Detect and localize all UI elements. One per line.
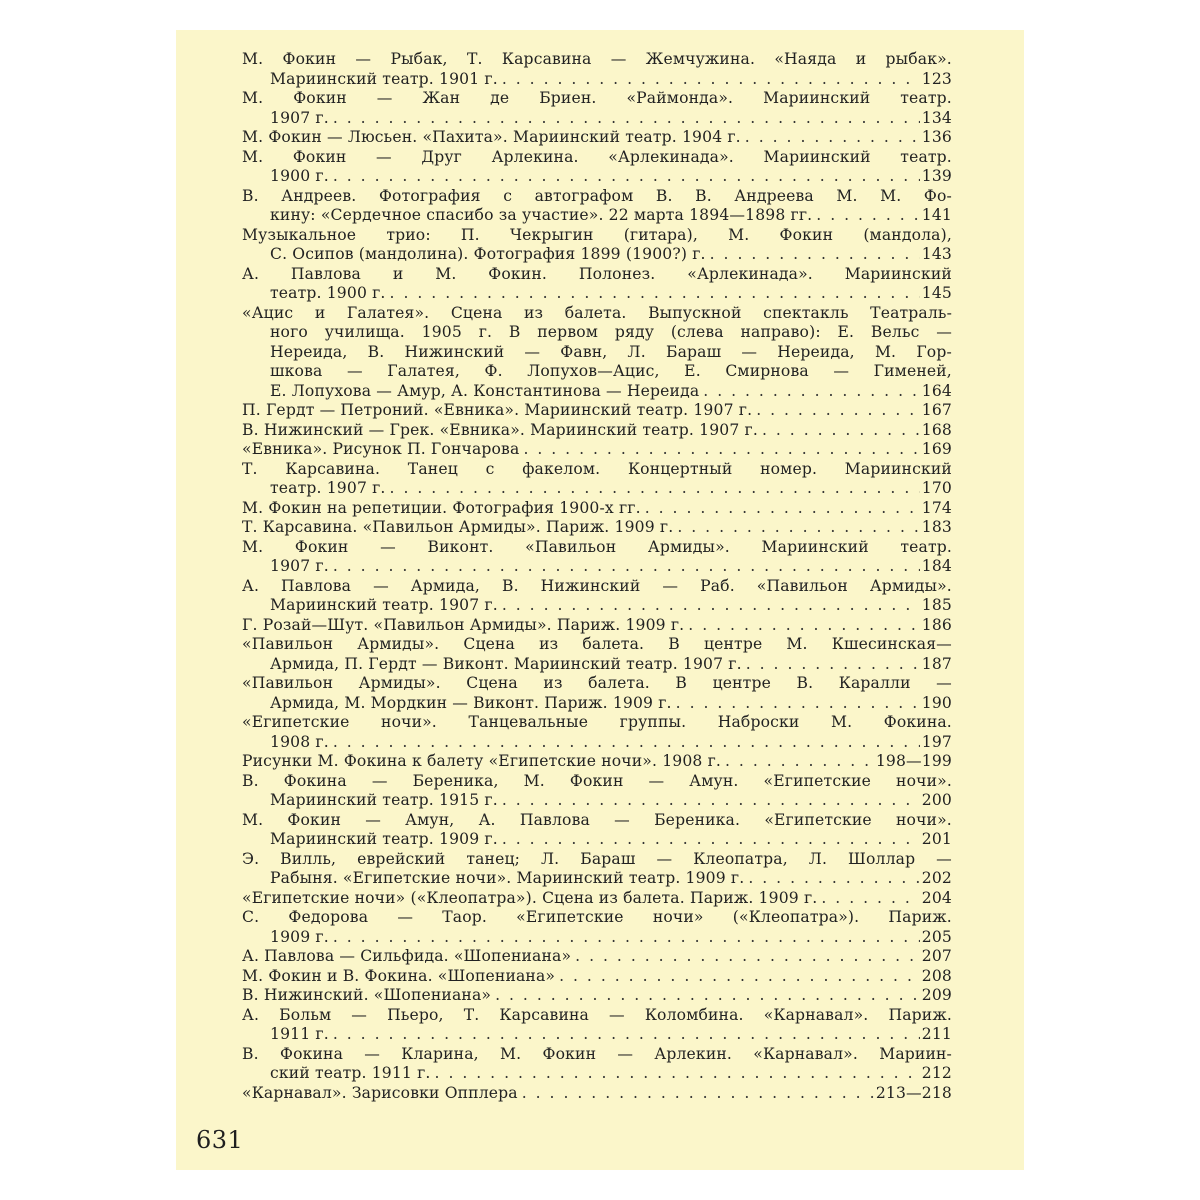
entry-text: ного училища. 1905 г. В первом ряду (слева направо): Е. Вельс — [270,323,952,341]
entry-continuation-line [242,109,952,129]
dot-leader [741,128,920,148]
entry-text: 1909 г. [270,927,329,946]
dot-leader [498,791,920,811]
entry-page-number: 170 [921,479,952,497]
entry-text: В. Фокина — Кларина, М. Фокин — Арлекин. «Карнавал». Мариин- [242,1044,952,1063]
entry-page-number: 143 [921,245,952,263]
entry-text: В. Фокина — Береника, М. Фокин — Амун. «Египетские ночи». [242,771,952,790]
list-item [242,947,952,967]
list-item [242,1045,952,1084]
entry-first-line [242,304,952,324]
entry-text: М. Фокин — Амун, А. Павлова — Береника. «Египетские ночи». [242,810,952,829]
entry-page-number: 139 [921,167,952,185]
dot-leader [329,928,920,948]
entry-first-line [242,499,952,519]
entry-continuation-line [242,1025,952,1045]
entry-text: М. Фокин — Жан де Бриен. «Раймонда». Мариинский театр. [242,89,952,107]
list-item [242,967,952,987]
entry-text: Мариинский театр. 1907 г. [270,596,498,614]
entry-page-number: 134 [921,108,952,127]
dot-leader [518,1084,874,1104]
entry-text: 1911 г. [270,1025,329,1043]
entry-page-number: 202 [921,869,952,887]
entry-text: Мариинский театр. 1915 г. [270,791,498,809]
entry-continuation-line [242,323,952,343]
dot-leader [386,284,920,304]
list-item [242,226,952,265]
entry-continuation-line [242,830,952,850]
dot-leader [329,167,920,187]
entry-text: «Ацис и Галатея». Сцена из балета. Выпускной спектакль Театраль- [242,303,952,322]
entry-first-line [242,401,952,421]
entry-continuation-line [242,694,952,714]
entry-text: кину: «Сердечное спасибо за участие». 22 марта 1894—1898 гг. [270,206,813,224]
entry-page-number: 141 [921,206,952,224]
entry-text: М. Фокин и В. Фокина. «Шопениана» [242,966,556,985]
list-item [242,674,952,713]
entry-text: М. Фокин — Люсьен. «Пахита». Мариинский театр. 1904 г. [242,128,741,146]
entry-continuation-line [242,928,952,948]
entry-page-number: 168 [921,420,952,439]
entry-text: «Евника». Рисунок П. Гончарова [242,440,520,458]
list-item [242,1006,952,1045]
dot-leader [812,206,920,226]
dot-leader [672,694,920,714]
entry-text: Г. Розай—Шут. «Павильон Армиды». Париж. 1909 г. [242,615,685,634]
entry-page-number: 123 [921,69,952,88]
entry-page-number: 187 [921,654,952,673]
dot-leader [684,616,919,636]
entry-page-number: 184 [921,557,952,575]
entry-text: театр. 1907 г. [270,479,386,497]
list-item [242,577,952,616]
entry-page-number: 145 [921,284,952,302]
dot-leader [673,518,919,538]
list-item [242,421,952,441]
entry-continuation-line [242,596,952,616]
dot-leader [386,479,920,499]
entry-text: М. Фокин — Виконт. «Павильон Армиды». Мариинский театр. [242,537,952,556]
entry-text: М. Фокин на репетиции. Фотография 1900-х гг. [242,498,641,517]
entry-text: Е. Лопухова — Амур, А. Константинова — Нереида [270,381,700,400]
entry-first-line [242,1045,952,1065]
list-item [242,187,952,226]
entry-page-number: 136 [921,128,952,146]
entry-first-line [242,518,952,538]
entry-first-line [242,850,952,870]
dot-leader [329,109,920,129]
entry-continuation-line [242,362,952,382]
list-item [242,772,952,811]
list-item [242,635,952,674]
entry-text: Армида, П. Гердт — Виконт. Мариинский театр. 1907 г. [270,654,742,673]
entry-continuation-line [242,167,952,187]
entry-text: В. Нижинский. «Шопениана» [242,986,492,1004]
list-item [242,401,952,421]
entry-first-line [242,89,952,109]
entry-page-number: 211 [921,1025,952,1043]
entry-page-number: 207 [921,947,952,965]
entry-page-number: 209 [921,986,952,1004]
entry-page-number: 186 [921,615,952,634]
entry-first-line [242,128,952,148]
entry-text: 1907 г. [270,557,329,575]
entry-continuation-line [242,245,952,265]
entry-page-number: 174 [921,498,952,517]
entry-text: Т. Карсавина. Танец с факелом. Концертный номер. Мариинский [242,459,952,478]
entry-page-number: 201 [921,830,952,848]
list-item [242,752,952,772]
dot-leader [498,830,920,850]
entry-text: театр. 1900 г. [270,284,386,302]
entry-first-line [242,1084,952,1104]
entry-text: 1907 г. [270,108,329,127]
entry-first-line [242,752,952,772]
entry-continuation-line [242,479,952,499]
entry-first-line [242,187,952,207]
dot-leader [431,1064,920,1084]
list-item [242,538,952,577]
list-item [242,460,952,499]
entry-text: «Египетские ночи» («Клеопатра»). Сцена из балета. Париж. 1909 г. [242,888,818,907]
entry-text: Мариинский театр. 1901 г. [270,69,498,88]
dot-leader [329,1025,920,1045]
list-item [242,1084,952,1104]
entry-text: «Египетские ночи». Танцевальные группы. Наброски М. Фокина. [242,713,952,731]
entry-continuation-line [242,284,952,304]
entry-first-line [242,986,952,1006]
dot-leader [758,421,920,441]
entry-page-number: 213—218 [875,1083,952,1102]
entry-continuation-line [242,206,952,226]
entry-text: А. Больм — Пьеро, Т. Карсавина — Коломбина. «Карнавал». Париж. [242,1005,952,1024]
entry-text: ский театр. 1911 г. [270,1064,431,1082]
list-item [242,50,952,89]
entry-first-line [242,1006,952,1026]
entry-text: «Павильон Армиды». Сцена из балета. В центре В. Каралли — [242,674,952,692]
dot-leader [721,752,874,772]
entry-first-line [242,811,952,831]
dot-leader [744,869,919,889]
entry-page-number: 167 [921,401,952,419]
entry-continuation-line [242,70,952,90]
dot-leader [571,947,920,967]
entry-page-number: 190 [921,693,952,712]
entry-page-number: 200 [921,791,952,809]
entry-text: М. Фокин — Друг Арлекина. «Арлекинада». Мариинский театр. [242,147,952,166]
entry-continuation-line [242,733,952,753]
entry-text: «Карнавал». Зарисовки Опплера [242,1083,518,1102]
dot-leader [491,986,920,1006]
list-item [242,265,952,304]
entry-text: В. Андреев. Фотография с автографом В. В. Андреева М. М. Фо- [242,186,952,205]
entry-first-line [242,967,952,987]
entry-page-number: 183 [921,518,952,536]
entry-first-line [242,616,952,636]
entry-text: Музыкальное трио: П. Чекрыгин (гитара), М. Фокин (мандола), [242,225,952,244]
entry-page-number: 185 [921,596,952,614]
entry-first-line [242,577,952,597]
entry-page-number: 205 [921,927,952,946]
entry-continuation-line [242,382,952,402]
list-item [242,850,952,889]
list-item [242,616,952,636]
entry-text: М. Фокин — Рыбак, Т. Карсавина — Жемчужина. «Наяда и рыбак». [242,50,952,68]
dot-leader [555,967,920,987]
entry-first-line [242,635,952,655]
entry-continuation-line [242,655,952,675]
entry-text: Армида, М. Мордкин — Виконт. Париж. 1909 г. [270,693,672,712]
entry-first-line [242,440,952,460]
entry-continuation-line [242,869,952,889]
dot-leader [817,889,919,909]
entry-first-line [242,947,952,967]
dot-leader [519,440,919,460]
entry-first-line [242,772,952,792]
entry-page-number: 208 [921,966,952,985]
dot-leader [498,596,920,616]
illustrations-list [242,50,952,1103]
entry-text: Мариинский театр. 1909 г. [270,830,498,848]
entry-first-line [242,674,952,694]
dot-leader [329,733,920,753]
entry-text: П. Гердт — Петроний. «Евника». Мариинский театр. 1907 г. [242,401,753,419]
entry-first-line [242,713,952,733]
entry-first-line [242,265,952,285]
entry-text: «Павильон Армиды». Сцена из балета. В центре М. Кшесинская— [242,635,952,653]
dot-leader [641,499,920,519]
entry-continuation-line [242,1064,952,1084]
entry-text: С. Осипов (мандолина). Фотография 1899 (1900?) г. [270,245,706,263]
entry-text: Т. Карсавина. «Павильон Армиды». Париж. 1909 г. [242,518,674,536]
entry-first-line [242,460,952,480]
page-number: 631 [196,1126,244,1154]
entry-first-line [242,50,952,70]
entry-text: А. Павлова — Армида, В. Нижинский — Раб. «Павильон Армиды». [242,576,952,595]
list-item [242,713,952,752]
entry-page-number: 204 [921,888,952,907]
entry-continuation-line [242,343,952,363]
list-item [242,889,952,909]
list-item [242,908,952,947]
dot-leader [742,655,920,675]
entry-first-line [242,226,952,246]
entry-text: 1908 г. [270,732,329,751]
entry-page-number: 212 [921,1064,952,1082]
entry-text: Нереида, В. Нижинский — Фавн, Л. Бараш — Нереида, М. Гор- [270,342,952,361]
dot-leader [498,70,920,90]
entry-page-number: 197 [921,732,952,751]
entry-first-line [242,889,952,909]
entry-continuation-line [242,791,952,811]
dot-leader [752,401,920,421]
entry-page-number: 198—199 [875,752,952,770]
list-item [242,986,952,1006]
list-item [242,811,952,850]
entry-text: А. Павлова и М. Фокин. Полонез. «Арлекинада». Мариинский [242,264,952,283]
entry-text: С. Федорова — Таор. «Египетские ночи» («Клеопатра»). Париж. [242,908,952,926]
list-item [242,304,952,402]
entry-text: А. Павлова — Сильфида. «Шопениана» [242,947,572,965]
entry-first-line [242,908,952,928]
book-page [176,30,1024,1170]
entry-text: В. Нижинский — Грек. «Евника». Мариинский театр. 1907 г. [242,420,758,439]
list-item [242,89,952,128]
entry-first-line [242,148,952,168]
list-item [242,148,952,187]
entry-continuation-line [242,557,952,577]
entry-text: 1900 г. [270,167,329,185]
dot-leader [699,382,920,402]
entry-text: Рабыня. «Египетские ночи». Мариинский театр. 1909 г. [270,869,745,887]
entry-page-number: 169 [921,440,952,458]
list-item [242,128,952,148]
list-item [242,499,952,519]
entry-first-line [242,538,952,558]
entry-text: Рисунки М. Фокина к балету «Египетские ночи». 1908 г. [242,752,722,770]
list-item [242,518,952,538]
dot-leader [706,245,920,265]
list-item [242,440,952,460]
entry-text: Э. Вилль, еврейский танец; Л. Бараш — Клеопатра, Л. Шоллар — [242,849,952,868]
entry-page-number: 164 [921,381,952,400]
entry-first-line [242,421,952,441]
entry-text: шкова — Галатея, Ф. Лопухов—Ацис, Е. Смирнова — Гименей, [270,362,952,380]
dot-leader [329,557,920,577]
